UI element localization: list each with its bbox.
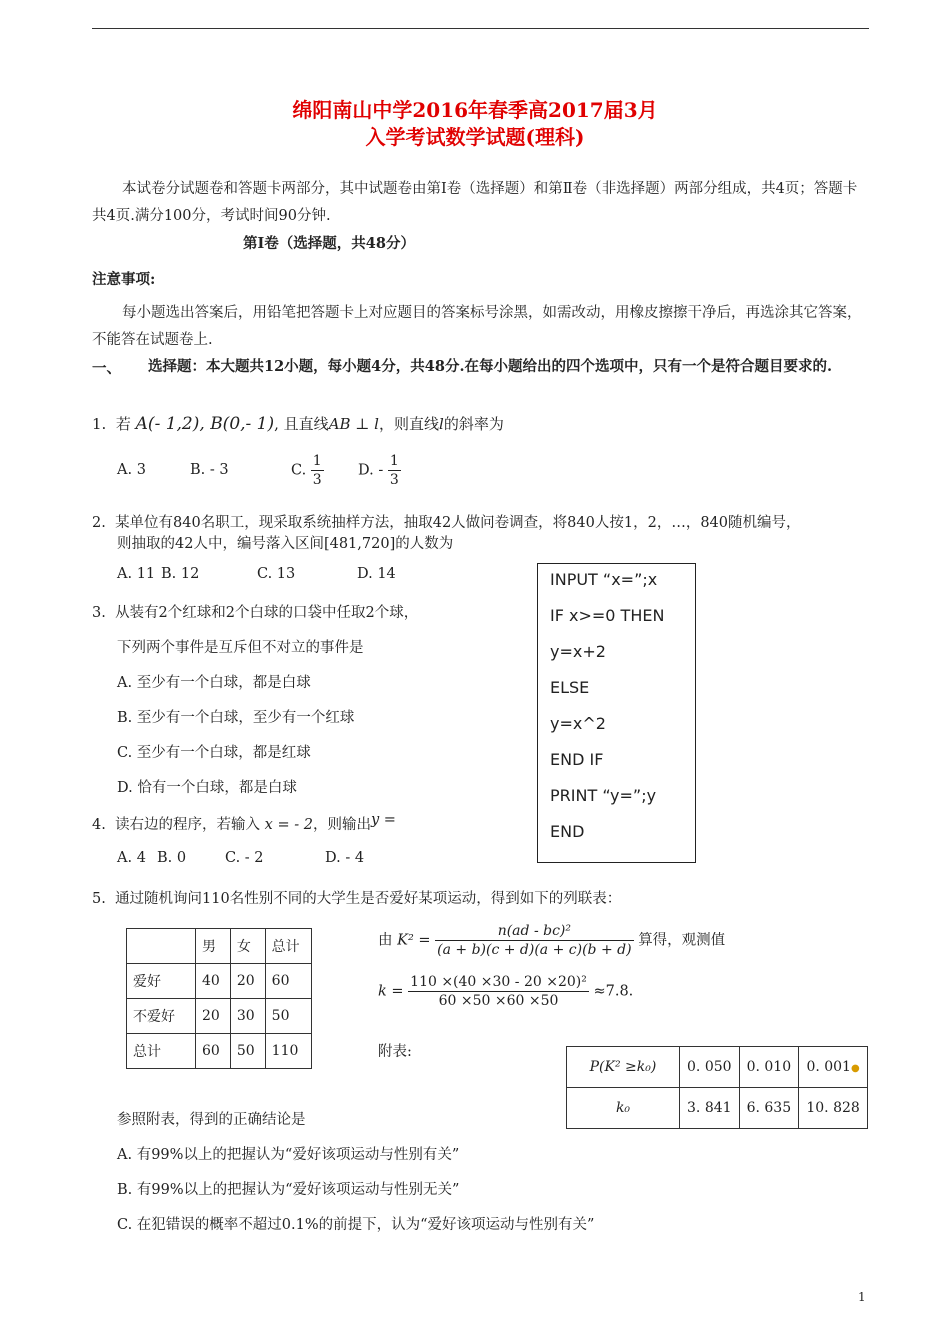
table-cell: 爱好 xyxy=(127,964,196,999)
q2-option-b: B. 12 xyxy=(161,566,200,582)
critical-value-table xyxy=(566,1046,868,1129)
q4-option-d: D. - 4 xyxy=(325,850,365,866)
table-cell: 6. 635 xyxy=(739,1088,799,1129)
contingency-table xyxy=(126,928,312,1069)
formula-pre: 由 xyxy=(378,932,393,949)
formula-post: 算得，观测值 xyxy=(638,932,726,949)
q4-condition: x = - 2 xyxy=(264,817,313,833)
q1-option-c-fraction xyxy=(311,452,324,489)
q1-option-b: B. - 3 xyxy=(190,462,229,478)
program-line: INPUT “x=”;x xyxy=(550,570,658,589)
k-denominator: 60 ×50 ×60 ×50 xyxy=(438,993,559,1009)
notice-paragraph: 每小题选出答案后，用铅笔把答题卡上对应题目的答案标号涂黑，如需改动，用橡皮擦擦干净后，再选涂其它答案，不能答在试题卷上. xyxy=(92,305,862,348)
table-cell: 20 xyxy=(230,964,265,999)
annotation-dot-icon: ● xyxy=(850,1063,860,1074)
fraction-numerator: 1 xyxy=(312,453,322,469)
q1-pre: 若 xyxy=(115,415,131,433)
section1-heading: 第Ⅰ卷（选择题，共48分） xyxy=(243,235,415,252)
table-cell: 0. 010 xyxy=(739,1047,799,1088)
q3-option-d: D. 恰有一个白球，都是白球 xyxy=(117,780,297,796)
program-line: PRINT “y=”;y xyxy=(550,786,657,805)
fraction-denominator: 3 xyxy=(389,472,399,488)
table-cell: 女 xyxy=(230,929,265,964)
table-cell: 60 xyxy=(196,1034,231,1069)
question-1 xyxy=(92,413,504,434)
q1-option-c xyxy=(291,452,324,489)
q5-option-c: C. 在犯错误的概率不超过0.1%的前提下，认为“爱好该项运动与性别有关” xyxy=(117,1217,595,1233)
question-3-line1 xyxy=(92,601,418,622)
exam-title-line2: 入学考试数学试题(理科) xyxy=(365,125,585,149)
q4-number: 4. xyxy=(92,817,106,833)
table-cell: 总计 xyxy=(265,929,311,964)
exam-title-line1: 绵阳南山中学2016年春季高2017届3月 xyxy=(292,98,658,122)
q5-number: 5. xyxy=(92,891,106,907)
table-cell: 110 xyxy=(265,1034,311,1069)
table-row xyxy=(567,1047,868,1088)
table-cell: 0. 050 xyxy=(680,1047,740,1088)
q1-option-d-label: D. - xyxy=(358,462,384,479)
cell-value: 0. 001 xyxy=(806,1059,851,1075)
q1-number: 1. xyxy=(92,415,107,433)
q1-l: l xyxy=(439,415,444,433)
table-row xyxy=(127,1034,312,1069)
table-cell: 30 xyxy=(230,999,265,1034)
q4-post: ，则输出 xyxy=(312,817,371,833)
fraction-denominator: 3 xyxy=(312,472,322,488)
q4-output: y = xyxy=(370,812,396,828)
table-cell: 3. 841 xyxy=(680,1088,740,1129)
q4-option-a: A. 4 xyxy=(117,850,146,866)
table-cell: 40 xyxy=(196,964,231,999)
q2-text-line2: 则抽取的42人中，编号落入区间[481,720]的人数为 xyxy=(117,536,454,552)
table-cell: 50 xyxy=(230,1034,265,1069)
program-box xyxy=(537,563,696,863)
question-4 xyxy=(92,813,396,834)
question-5 xyxy=(92,887,621,908)
q5-conclusion: 参照附表，得到的正确结论是 xyxy=(117,1112,306,1128)
question-2-line1 xyxy=(92,511,801,532)
top-rule xyxy=(92,28,869,29)
q5-option-b: B. 有99%以上的把握认为“爱好该项运动与性别无关” xyxy=(117,1182,460,1198)
table-cell: 总计 xyxy=(127,1034,196,1069)
q3-option-b: B. 至少有一个白球，至少有一个红球 xyxy=(117,710,355,726)
q3-number: 3. xyxy=(92,605,106,621)
table-row xyxy=(127,964,312,999)
program-line: IF x>=0 THEN xyxy=(550,606,665,625)
program-line: y=x^2 xyxy=(550,714,606,733)
q1-condition: AB ⊥ l xyxy=(328,415,379,433)
table-cell: P(K² ≥k₀) xyxy=(567,1047,680,1088)
table-row xyxy=(567,1088,868,1129)
q5-text: 通过随机询问110名性别不同的大学生是否爱好某项运动，得到如下的列联表： xyxy=(115,891,622,907)
q2-option-d: D. 14 xyxy=(357,566,396,582)
k-fraction xyxy=(408,973,589,1010)
table-cell: 50 xyxy=(265,999,311,1034)
table-cell: 20 xyxy=(196,999,231,1034)
q2-option-c: C. 13 xyxy=(257,566,296,582)
formula-numerator: n(ad - bc)² xyxy=(435,922,633,941)
table-cell xyxy=(127,929,196,964)
program-line: END IF xyxy=(550,750,604,769)
q1-mid: , 且直线 xyxy=(274,415,329,433)
intro-paragraph: 本试卷分试题卷和答题卡两部分，其中试题卷由第Ⅰ卷（选择题）和第Ⅱ卷（非选择题）两部分组成，共4页；答题卡共4页.满分100分，考试时间90分钟. xyxy=(92,181,858,224)
program-line: y=x+2 xyxy=(550,642,606,661)
program-line: END xyxy=(550,822,585,841)
q2-number: 2. xyxy=(92,515,106,531)
q5-option-a: A. 有99%以上的把握认为“爱好该项运动与性别有关” xyxy=(117,1147,460,1163)
part-title: 选择题：本大题共12小题，每小题4分，共48分.在每小题给出的四个选项中，只有一个是符合题目要求的. xyxy=(148,358,833,375)
q3-text-line1: 从装有2个红球和2个白球的口袋中任取2个球， xyxy=(115,605,419,621)
q3-option-c: C. 至少有一个白球，都是红球 xyxy=(117,745,311,761)
part-number: 一、 xyxy=(92,360,121,377)
table-cell: 不爱好 xyxy=(127,999,196,1034)
fraction-numerator: 1 xyxy=(389,453,399,469)
q1-option-d-fraction xyxy=(388,452,401,489)
k-numerator: 110 ×(40 ×30 - 20 ×20)² xyxy=(410,974,587,990)
q3-option-a: A. 至少有一个白球，都是白球 xyxy=(117,675,311,691)
appendix-label: 附表: xyxy=(378,1044,412,1060)
k-result: ≈7.8. xyxy=(593,983,634,1000)
q4-option-c: C. - 2 xyxy=(225,850,264,866)
q1-option-d xyxy=(358,452,401,489)
k-value-formula xyxy=(378,973,633,1010)
k-lhs: k = xyxy=(378,983,404,1000)
formula-fraction xyxy=(435,922,633,959)
q4-pre: 读右边的程序，若输入 xyxy=(115,817,261,833)
q3-text-line2: 下列两个事件是互斥但不对立的事件是 xyxy=(117,640,364,656)
table-row xyxy=(127,999,312,1034)
q2-option-a: A. 11 xyxy=(117,566,156,582)
q1-points: A(- 1,2), B(0,- 1) xyxy=(135,414,275,434)
q2-text-line1: 某单位有840名职工，现采取系统抽样方法，抽取42人做问卷调查，将840人按1，2，…，840随机编号， xyxy=(115,515,801,531)
q1-option-a: A. 3 xyxy=(117,462,146,478)
notice-title: 注意事项: xyxy=(92,271,156,288)
q4-option-b: B. 0 xyxy=(157,850,187,866)
formula-denominator: (a + b)(c + d)(a + c)(b + d) xyxy=(437,942,632,958)
table-row xyxy=(127,929,312,964)
program-line: ELSE xyxy=(550,678,590,697)
q1-option-c-label: C. xyxy=(291,462,307,479)
table-cell: k₀ xyxy=(567,1088,680,1129)
table-cell: 10. 828 xyxy=(799,1088,868,1129)
page-number: 1 xyxy=(858,1290,866,1304)
k-squared-formula xyxy=(378,922,725,959)
table-cell xyxy=(799,1047,868,1088)
table-cell: 60 xyxy=(265,964,311,999)
formula-lhs: K² = xyxy=(397,932,431,949)
q1-end: 的斜率为 xyxy=(443,415,504,433)
q1-post: ，则直线 xyxy=(378,415,439,433)
table-cell: 男 xyxy=(196,929,231,964)
